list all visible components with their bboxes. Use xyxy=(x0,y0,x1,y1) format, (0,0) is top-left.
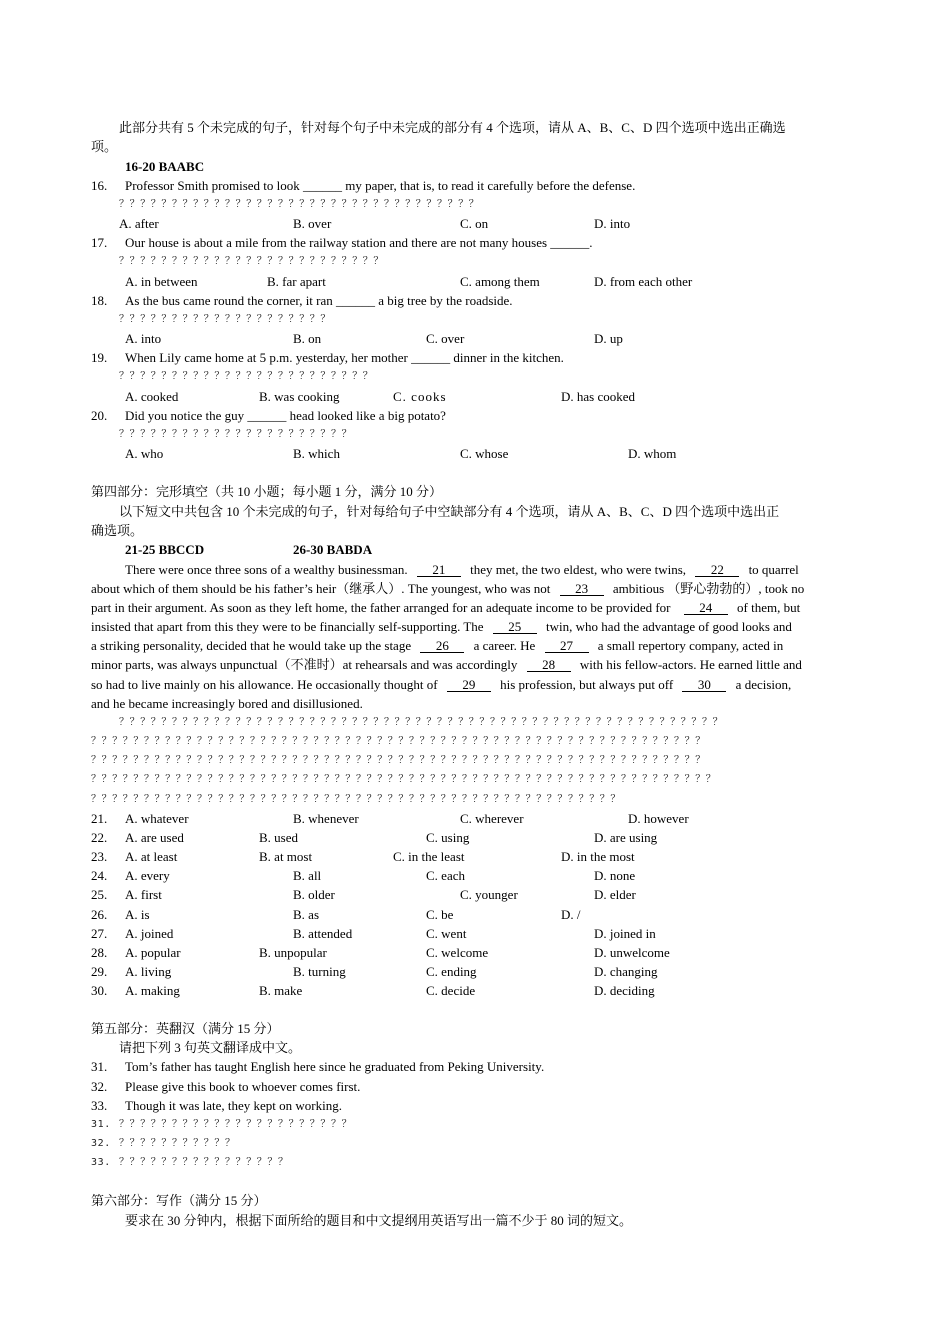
passage-line xyxy=(91,580,804,597)
option-d: D. elder xyxy=(594,887,636,902)
option-a: A. at least xyxy=(125,849,178,864)
option-d: D. whom xyxy=(628,446,677,461)
garbled-translation: ？？？？？？？？？？？？？？？？？？？？？？？？？？？？？？？？？？？？？？？？？？？？？？？？？？？？？？？？？？ xyxy=(91,755,706,766)
question-number: 21. xyxy=(91,811,108,826)
garbled-translation: ？？？？？？？？？？？？？？？？？？？？？？？？？ xyxy=(119,256,384,267)
garbled-translation: ？？？？？？？？？？？？？？？？？？？？ xyxy=(119,314,331,325)
passage-line xyxy=(91,676,791,693)
question-number: 19. xyxy=(91,350,108,365)
option-a: A. living xyxy=(125,964,172,979)
blank-27: 27 xyxy=(545,639,589,653)
garbled-translation: ？？？？？？？？？？？？？？？？？？？？？？？？？？？？？？？？？？？？？？？？？？？？？？？？？？？？？？？？？？ xyxy=(91,736,706,747)
option-c: C. over xyxy=(426,331,465,346)
blank-30: 30 xyxy=(682,678,726,692)
passage-text: of them, but xyxy=(737,600,801,615)
option-b: B. all xyxy=(293,868,322,883)
option-d: D. joined in xyxy=(594,926,656,941)
option-b: B. as xyxy=(293,907,319,922)
sec4-answer-key-1: 21-25 BBCCD xyxy=(125,542,205,557)
option-c: C. wherever xyxy=(460,811,524,826)
option-d: D. deciding xyxy=(594,983,655,998)
option-a: A. every xyxy=(125,868,170,883)
option-d: D. in the most xyxy=(561,849,635,864)
question-number: 27. xyxy=(91,926,108,941)
option-b: B. older xyxy=(293,887,335,902)
sec4-answer-key-2: 26-30 BABDA xyxy=(293,542,373,557)
question-number: 33. xyxy=(91,1098,108,1113)
question-number: 30. xyxy=(91,983,108,998)
question-number: 28. xyxy=(91,945,108,960)
option-c: C. in the least xyxy=(393,849,465,864)
passage-line xyxy=(91,637,783,654)
option-d: D. has cooked xyxy=(561,389,636,404)
option-d: D. up xyxy=(594,331,623,346)
option-d: D. however xyxy=(628,811,689,826)
sec5-heading: 第五部分：英翻汉（满分 15 分） xyxy=(91,1021,280,1036)
option-d: D. are using xyxy=(594,830,658,845)
garbled-translation: ？？？？？？？？？？？？？？？？？？？？？？？？？？？？？？？？？？？？？？？？？？？？？？？？？？ xyxy=(91,794,621,805)
passage-text: a striking personality, decided that he would take up the stage xyxy=(91,638,412,653)
passage-text: with his fellow-actors. He earned little and xyxy=(579,657,802,672)
garbled-answer: ？？？？？？？？？？？？？？？？ xyxy=(119,1157,289,1168)
option-d: D. unwelcome xyxy=(594,945,670,960)
passage-text: a small repertory company, acted in xyxy=(597,638,784,653)
option-b: B. turning xyxy=(293,964,346,979)
option-a: A. popular xyxy=(125,945,181,960)
option-c: C. among them xyxy=(460,274,540,289)
passage-line xyxy=(91,656,802,673)
passage-text: There were once three sons of a wealthy businessman. xyxy=(125,562,408,577)
option-c: C. went xyxy=(426,926,467,941)
option-b: B. was cooking xyxy=(259,389,340,404)
sec4-intro-line2: 确选项。 xyxy=(91,523,144,538)
option-a: A. is xyxy=(125,907,150,922)
option-a: A. after xyxy=(119,216,159,231)
option-c: C. younger xyxy=(460,887,518,902)
garbled-translation: ？？？？？？？？？？？？？？？？？？？？？？？？？？？？？？？？？？ xyxy=(119,199,480,210)
option-b: B. attended xyxy=(293,926,353,941)
option-a: A. in between xyxy=(125,274,198,289)
passage-text: part in their argument. As soon as they left home, the father arranged for an adequate income to be provided for xyxy=(91,600,671,615)
question-number: 24. xyxy=(91,868,108,883)
garbled-answer: ？？？？？？？？？？？ xyxy=(119,1138,236,1149)
passage-text: his profession, but always put off xyxy=(500,677,674,692)
blank-26: 26 xyxy=(420,639,464,653)
option-c: C. ending xyxy=(426,964,477,979)
passage-line xyxy=(125,561,799,578)
garbled-answer: ？？？？？？？？？？？？？？？？？？？？？？ xyxy=(119,1119,353,1130)
option-a: A. who xyxy=(125,446,164,461)
blank-25: 25 xyxy=(493,620,537,634)
option-c: C. whose xyxy=(460,446,509,461)
sec3-intro-line2: 项。 xyxy=(91,139,118,154)
passage-line xyxy=(91,618,792,635)
option-c: C. decide xyxy=(426,983,476,998)
translation-sentence: Tom’s father has taught English here since he graduated from Peking University. xyxy=(125,1059,545,1074)
garbled-translation: ？？？？？？？？？？？？？？？？？？？？？？？？？？？？？？？？？？？？？？？？？？？？？？？？？？？？？？？？？ xyxy=(119,717,724,728)
sec5-intro: 请把下列 3 句英文翻译成中文。 xyxy=(119,1040,302,1055)
question-number: 26. xyxy=(91,907,108,922)
passage-text: twin, who had the advantage of good looks and xyxy=(546,619,792,634)
garbled-translation: ？？？？？？？？？？？？？？？？？？？？？？？？？？？？？？？？？？？？？？？？？？？？？？？？？？？？？？？？？？？ xyxy=(91,774,717,785)
blank-29: 29 xyxy=(447,678,491,692)
answer-number: 31. xyxy=(91,1119,111,1130)
blank-21: 21 xyxy=(417,563,461,577)
option-c: C. each xyxy=(426,868,465,883)
option-d: D. into xyxy=(594,216,631,231)
sec6-intro: 要求在 30 分钟内，根据下面所给的题目和中文提纲用英语写出一篇不少于 80 词的短文。 xyxy=(125,1213,633,1228)
option-a: A. whatever xyxy=(125,811,189,826)
option-d: D. / xyxy=(561,907,581,922)
option-d: D. none xyxy=(594,868,636,883)
blank-23: 23 xyxy=(560,582,604,596)
sec6-heading: 第六部分：写作（满分 15 分） xyxy=(91,1193,267,1208)
option-b: B. at most xyxy=(259,849,313,864)
translation-sentence: Though it was late, they kept on working. xyxy=(125,1098,342,1113)
question-number: 18. xyxy=(91,293,108,308)
sec4-heading: 第四部分：完形填空（共 10 小题；每小题 1 分，满分 10 分） xyxy=(91,484,443,499)
question-number: 22. xyxy=(91,830,108,845)
passage-text: so had to live mainly on his allowance. He occasionally thought of xyxy=(91,677,438,692)
option-b: B. far apart xyxy=(267,274,326,289)
option-a: A. into xyxy=(125,331,162,346)
translation-sentence: Please give this book to whoever comes first. xyxy=(125,1079,361,1094)
option-b: B. unpopular xyxy=(259,945,327,960)
blank-22: 22 xyxy=(695,563,739,577)
question-number: 25. xyxy=(91,887,108,902)
question-number: 23. xyxy=(91,849,108,864)
question-number: 29. xyxy=(91,964,108,979)
passage-line: and he became increasingly bored and disillusioned. xyxy=(91,696,363,711)
option-b: B. which xyxy=(293,446,340,461)
sec3-intro-line1: 此部分共有 5 个未完成的句子，针对每个句子中未完成的部分有 4 个选项，请从 A、B、C、D 四个选项中选出正确选 xyxy=(119,120,786,135)
option-c: C. using xyxy=(426,830,470,845)
answer-number: 32. xyxy=(91,1138,111,1149)
option-c: C. on xyxy=(460,216,489,231)
option-a: A. are used xyxy=(125,830,184,845)
question-number: 17. xyxy=(91,235,108,250)
question-text: Professor Smith promised to look ______ my paper, that is, to read it carefully before the defense. xyxy=(125,178,636,193)
question-number: 32. xyxy=(91,1079,108,1094)
question-number: 31. xyxy=(91,1059,108,1074)
option-b: B. over xyxy=(293,216,332,231)
blank-24: 24 xyxy=(684,601,728,615)
option-a: A. cooked xyxy=(125,389,179,404)
sec3-answer-key: 16-20 BAABC xyxy=(125,159,205,174)
sec4-intro-line1: 以下短文中共包含 10 个未完成的句子，针对每给句子中空缺部分有 4 个选项，请从 A、B、C、D 四个选项中选出正 xyxy=(119,504,780,519)
option-d: D. changing xyxy=(594,964,658,979)
passage-text: they met, the two eldest, who were twins, xyxy=(470,562,687,577)
passage-text: minor parts, was always unpunctual（不准时）at rehearsals and was accordingly xyxy=(91,657,518,672)
option-b: B. make xyxy=(259,983,303,998)
question-text: Did you notice the guy ______ head looked like a big potato? xyxy=(125,408,446,423)
question-number: 16. xyxy=(91,178,108,193)
garbled-translation: ？？？？？？？？？？？？？？？？？？？？？？ xyxy=(119,429,353,440)
option-c: C. welcome xyxy=(426,945,489,960)
option-a: A. making xyxy=(125,983,180,998)
option-a: A. joined xyxy=(125,926,174,941)
question-text: Our house is about a mile from the railway station and there are not many houses ______. xyxy=(125,235,593,250)
answer-number: 33. xyxy=(91,1157,111,1168)
passage-text: ambitious （野心勃勃的）, took no xyxy=(612,581,805,596)
option-c: C. be xyxy=(426,907,454,922)
option-b: B. whenever xyxy=(293,811,359,826)
blank-28: 28 xyxy=(527,658,571,672)
passage-text: insisted that apart from this they were to be financially self-supporting. The xyxy=(91,619,484,634)
option-b: B. used xyxy=(259,830,298,845)
question-text: When Lily came home at 5 p.m. yesterday, her mother ______ dinner in the kitchen. xyxy=(125,350,564,365)
passage-text: a career. He xyxy=(473,638,536,653)
question-number: 20. xyxy=(91,408,108,423)
option-c: C. cooks xyxy=(393,389,447,404)
option-a: A. first xyxy=(125,887,162,902)
question-text: As the bus came round the corner, it ran ______ a big tree by the roadside. xyxy=(125,293,513,308)
passage-text: about which of them should be his father’s heir（继承人）. The youngest, who was not xyxy=(91,581,551,596)
passage-line xyxy=(91,599,800,616)
option-b: B. on xyxy=(293,331,322,346)
passage-text: to quarrel xyxy=(748,562,799,577)
garbled-translation: ？？？？？？？？？？？？？？？？？？？？？？？？ xyxy=(119,371,374,382)
option-d: D. from each other xyxy=(594,274,693,289)
passage-text: a decision, xyxy=(735,677,792,692)
